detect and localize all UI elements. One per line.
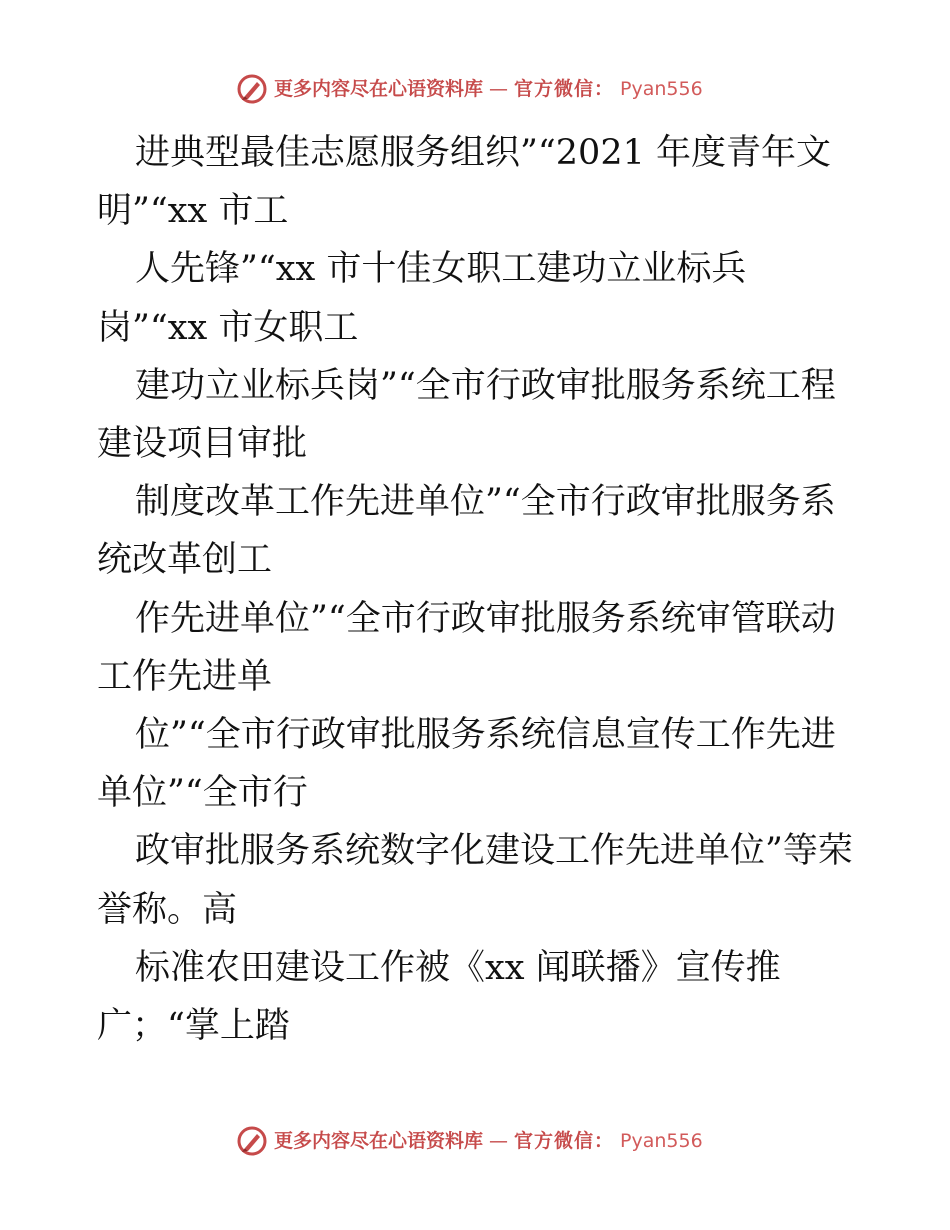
text-line: 进典型最佳志愿服务组织”“2021 年度青年文 — [135, 133, 831, 173]
text-line: 位”“全市行政审批服务系统信息宣传工作先进 — [135, 715, 836, 756]
text-line: 作先进单位”“全市行政审批服务系统审管联动 — [135, 598, 836, 639]
document-body — [97, 124, 857, 1055]
text-line: 标准农田建设工作被《xx 闻联播》宣传推 — [135, 947, 781, 988]
text-line: 建功立业标兵岗”“全市行政审批服务系统工程 — [135, 365, 836, 406]
text-line: 岗”“xx 市女职工 — [97, 307, 359, 348]
watermark-main-text: 更多内容尽在心语资料库 — [274, 77, 484, 100]
text-line: 制度改革工作先进单位”“全市行政审批服务系 — [135, 482, 836, 523]
watermark-main-text: 更多内容尽在心语资料库 — [274, 1129, 484, 1152]
text-line: 誉称。高 — [97, 889, 238, 930]
text-line: 统改革创工 — [97, 540, 273, 581]
text-line: 人先锋”“xx 市十佳女职工建功立业标兵 — [135, 249, 747, 290]
footer-watermark — [236, 1124, 703, 1158]
watermark-dash: — — [489, 77, 509, 100]
text-line: 工作先进单 — [97, 656, 273, 697]
text-line: 明”“xx 市工 — [97, 191, 289, 232]
text-line: 单位”“全市行 — [97, 773, 308, 814]
watermark-wechat-id: Pyan556 — [620, 77, 703, 100]
watermark-dash: — — [489, 1129, 509, 1152]
watermark-wechat-label: 官方微信： — [514, 77, 615, 100]
text-line: 广；“掌上踏 — [97, 1006, 290, 1047]
watermark-wechat-label: 官方微信： — [514, 1129, 615, 1152]
header-watermark — [236, 72, 703, 106]
text-line: 政审批服务系统数字化建设工作先进单位”等荣 — [135, 831, 853, 872]
text-line: 建设项目审批 — [97, 424, 308, 465]
pen-logo-icon — [236, 73, 268, 105]
pen-logo-icon — [236, 1125, 268, 1157]
watermark-wechat-id: Pyan556 — [620, 1129, 703, 1152]
